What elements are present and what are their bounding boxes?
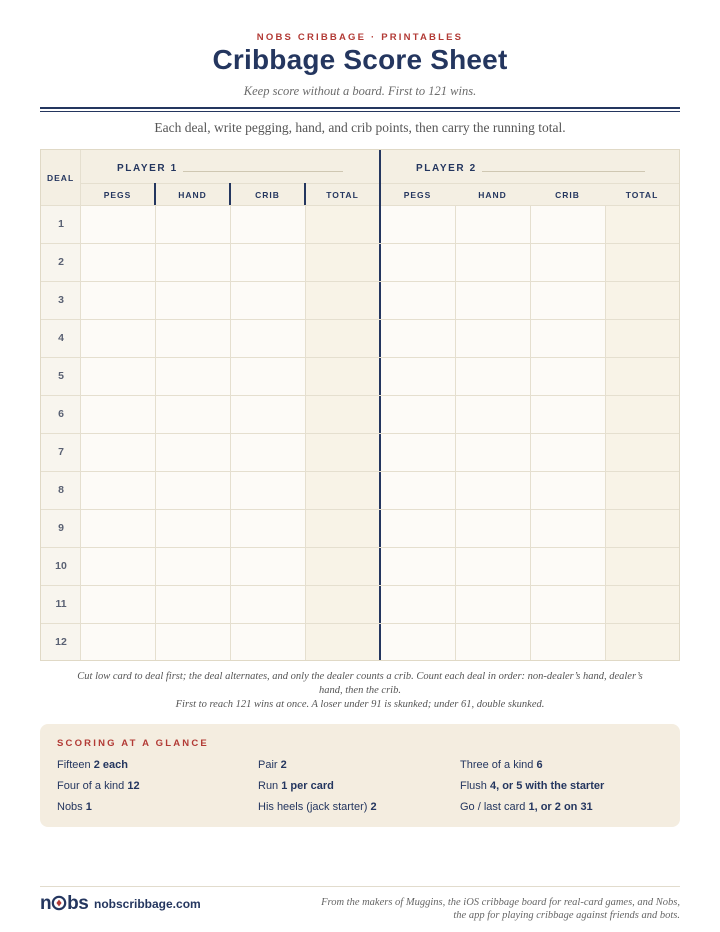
score-cell[interactable]: [305, 319, 380, 357]
tagline-line1: From the makers of Muggins, the iOS cribbage board for real-card games, and Nobs,: [321, 897, 680, 908]
score-cell[interactable]: [155, 623, 230, 661]
footer-rule: [40, 886, 680, 887]
score-cell[interactable]: [380, 243, 455, 281]
scoring-item: [460, 780, 604, 792]
score-cell[interactable]: [230, 623, 305, 661]
scoring-item-label: Four of a kind: [57, 780, 125, 792]
column-header-p2-crib: CRIB: [555, 190, 580, 200]
score-cell[interactable]: [605, 205, 679, 243]
score-cell[interactable]: [530, 547, 605, 585]
scoring-item-value: 4, or 5 with the starter: [489, 780, 605, 792]
scoring-item: [57, 780, 140, 792]
score-sheet-table: [40, 149, 680, 661]
column-header-p2-pegs: PEGS: [403, 190, 432, 200]
score-cell[interactable]: [605, 585, 679, 623]
scoring-item-label: Flush: [460, 780, 487, 792]
score-cell[interactable]: [230, 585, 305, 623]
score-cell[interactable]: [230, 243, 305, 281]
score-cell[interactable]: [305, 395, 380, 433]
header-rule-thin: [40, 111, 680, 112]
header-rule-thick: [40, 107, 680, 109]
score-cell[interactable]: [380, 319, 455, 357]
scoring-title: SCORING AT A GLANCE: [57, 738, 209, 749]
column-header-p1-hand: HAND: [178, 190, 207, 200]
score-cell[interactable]: [305, 357, 380, 395]
score-cell[interactable]: [455, 281, 530, 319]
score-cell[interactable]: [455, 205, 530, 243]
score-cell[interactable]: [155, 281, 230, 319]
score-cell[interactable]: [605, 281, 679, 319]
score-cell[interactable]: [305, 205, 380, 243]
score-cell[interactable]: [530, 623, 605, 661]
scoring-item: [460, 759, 543, 771]
deal-number: 11: [55, 598, 67, 610]
score-cell[interactable]: [155, 205, 230, 243]
score-cell[interactable]: [530, 281, 605, 319]
score-cell[interactable]: [155, 471, 230, 509]
score-cell[interactable]: [305, 623, 380, 661]
score-cell[interactable]: [305, 509, 380, 547]
score-cell[interactable]: [305, 547, 380, 585]
scoring-item-value: 1 per card: [281, 780, 334, 792]
player1-header: PLAYER 1: [117, 163, 178, 174]
score-cell[interactable]: [530, 319, 605, 357]
score-cell[interactable]: [230, 433, 305, 471]
score-cell[interactable]: [455, 471, 530, 509]
score-cell[interactable]: [455, 319, 530, 357]
scoring-item: [460, 801, 593, 813]
score-cell[interactable]: [455, 357, 530, 395]
scoring-item: [258, 780, 334, 792]
player1-name-line[interactable]: [183, 171, 343, 172]
score-cell[interactable]: [455, 585, 530, 623]
score-cell[interactable]: [80, 547, 155, 585]
score-cell[interactable]: [530, 357, 605, 395]
deal-number: 8: [58, 484, 64, 496]
scoring-item-label: Nobs: [57, 801, 83, 813]
score-cell[interactable]: [380, 623, 455, 661]
page-title: Cribbage Score Sheet: [212, 44, 508, 75]
scoring-item-label: Three of a kind: [460, 759, 534, 771]
score-cell[interactable]: [605, 547, 679, 585]
scoring-item-value: 2: [280, 759, 287, 771]
scoring-item-value: 2: [370, 801, 377, 813]
scoring-item-label: Go / last card: [460, 801, 526, 813]
score-cell[interactable]: [605, 509, 679, 547]
score-cell[interactable]: [380, 547, 455, 585]
score-cell[interactable]: [80, 471, 155, 509]
score-cell[interactable]: [80, 623, 155, 661]
website-link[interactable]: nobscribbage.com: [94, 897, 201, 911]
scoring-item: [258, 759, 287, 771]
column-header-p2-hand: HAND: [478, 190, 507, 200]
score-cell[interactable]: [305, 281, 380, 319]
score-cell[interactable]: [230, 205, 305, 243]
nobs-logo: [40, 893, 88, 915]
score-cell[interactable]: [230, 357, 305, 395]
card-suit-icon: [51, 895, 67, 911]
score-cell[interactable]: [530, 509, 605, 547]
scoring-item-label: Fifteen: [57, 759, 91, 771]
column-header-p1-crib: CRIB: [255, 190, 280, 200]
scoring-item-value: 2 each: [93, 759, 128, 771]
score-cell[interactable]: [530, 205, 605, 243]
score-cell[interactable]: [230, 547, 305, 585]
score-cell[interactable]: [230, 471, 305, 509]
scoring-panel: [40, 724, 680, 827]
score-cell[interactable]: [605, 243, 679, 281]
player2-header: PLAYER 2: [416, 163, 477, 174]
deal-header: DEAL: [47, 173, 75, 183]
deal-number: 1: [58, 218, 64, 230]
scoring-item: [258, 801, 377, 813]
score-cell[interactable]: [455, 395, 530, 433]
deal-number: 12: [55, 636, 67, 648]
subheader-divider: [229, 183, 231, 205]
score-cell[interactable]: [80, 205, 155, 243]
score-cell[interactable]: [530, 243, 605, 281]
score-cell[interactable]: [155, 433, 230, 471]
scoring-item-value: 12: [127, 780, 140, 792]
score-cell[interactable]: [380, 509, 455, 547]
score-cell[interactable]: [80, 357, 155, 395]
score-cell[interactable]: [155, 509, 230, 547]
rules-note-line2: hand, then the crib.: [319, 685, 401, 696]
score-cell[interactable]: [80, 395, 155, 433]
score-cell[interactable]: [455, 433, 530, 471]
score-cell[interactable]: [530, 585, 605, 623]
scoring-item-value: 1: [85, 801, 92, 813]
score-cell[interactable]: [605, 395, 679, 433]
logo-text-left: n: [40, 893, 52, 914]
subheader-divider: [154, 183, 156, 205]
score-cell[interactable]: [380, 471, 455, 509]
score-cell[interactable]: [80, 243, 155, 281]
score-cell[interactable]: [455, 623, 530, 661]
score-cell[interactable]: [155, 547, 230, 585]
score-cell[interactable]: [155, 395, 230, 433]
column-header-p1-total: TOTAL: [326, 190, 359, 200]
score-cell[interactable]: [155, 319, 230, 357]
score-cell[interactable]: [380, 281, 455, 319]
score-cell[interactable]: [305, 433, 380, 471]
score-cell[interactable]: [530, 395, 605, 433]
rules-note-line1: Cut low card to deal first; the deal alternates, and only the dealer counts a crib. Count each deal in order: non-dealer’s hand, dealer’s: [77, 671, 643, 682]
footer-tagline: [260, 896, 680, 922]
column-header-p1-pegs: PEGS: [103, 190, 132, 200]
score-cell[interactable]: [80, 281, 155, 319]
scoring-item-label: His heels (jack starter): [258, 801, 368, 813]
deal-number: 4: [58, 332, 64, 344]
score-cell[interactable]: [80, 585, 155, 623]
instruction-text: Each deal, write pegging, hand, and crib points, then carry the running total.: [154, 120, 566, 135]
deal-number: 9: [58, 522, 64, 534]
scoring-item-label: Pair: [258, 759, 278, 771]
brand-label: NOBS CRIBBAGE · PRINTABLES: [256, 32, 464, 43]
score-cell[interactable]: [455, 547, 530, 585]
scoring-item-label: Run: [258, 780, 279, 792]
deal-number: 5: [58, 370, 64, 382]
deal-number: 2: [58, 256, 64, 268]
score-cell[interactable]: [530, 471, 605, 509]
deal-number: 6: [58, 408, 64, 420]
score-cell[interactable]: [605, 319, 679, 357]
score-cell[interactable]: [230, 281, 305, 319]
score-cell[interactable]: [605, 357, 679, 395]
score-cell[interactable]: [155, 243, 230, 281]
score-cell[interactable]: [230, 319, 305, 357]
tagline-line2: the app for playing cribbage against friends and bots.: [453, 910, 680, 921]
score-cell[interactable]: [305, 243, 380, 281]
deal-number: 3: [58, 294, 64, 306]
score-cell[interactable]: [80, 319, 155, 357]
score-cell[interactable]: [605, 433, 679, 471]
score-cell[interactable]: [455, 243, 530, 281]
deal-number: 7: [58, 446, 64, 458]
subheader-divider: [304, 183, 306, 205]
scoring-item-value: 1, or 2 on 31: [528, 801, 593, 813]
page-subtitle: Keep score without a board. First to 121 wins.: [243, 84, 477, 98]
score-cell[interactable]: [305, 585, 380, 623]
score-cell[interactable]: [80, 433, 155, 471]
score-cell[interactable]: [155, 357, 230, 395]
score-cell[interactable]: [155, 585, 230, 623]
column-header-p2-total: TOTAL: [625, 190, 659, 200]
score-cell[interactable]: [80, 509, 155, 547]
score-cell[interactable]: [605, 471, 679, 509]
rules-note-line3: First to reach 121 wins at once. A loser under 91 is skunked; under 61, double skunked.: [175, 699, 545, 710]
logo-text-right: bs: [67, 893, 89, 914]
score-cell[interactable]: [455, 509, 530, 547]
score-cell[interactable]: [605, 623, 679, 661]
score-cell[interactable]: [530, 433, 605, 471]
score-cell[interactable]: [380, 357, 455, 395]
scoring-item: [57, 801, 92, 813]
scoring-item: [57, 759, 128, 771]
score-cell[interactable]: [230, 395, 305, 433]
score-cell[interactable]: [380, 585, 455, 623]
player2-name-line[interactable]: [482, 171, 645, 172]
scoring-item-value: 6: [536, 759, 543, 771]
score-cell[interactable]: [305, 471, 380, 509]
score-cell[interactable]: [230, 509, 305, 547]
deal-number: 10: [55, 560, 67, 572]
score-cell[interactable]: [380, 395, 455, 433]
score-cell[interactable]: [380, 205, 455, 243]
score-cell[interactable]: [380, 433, 455, 471]
